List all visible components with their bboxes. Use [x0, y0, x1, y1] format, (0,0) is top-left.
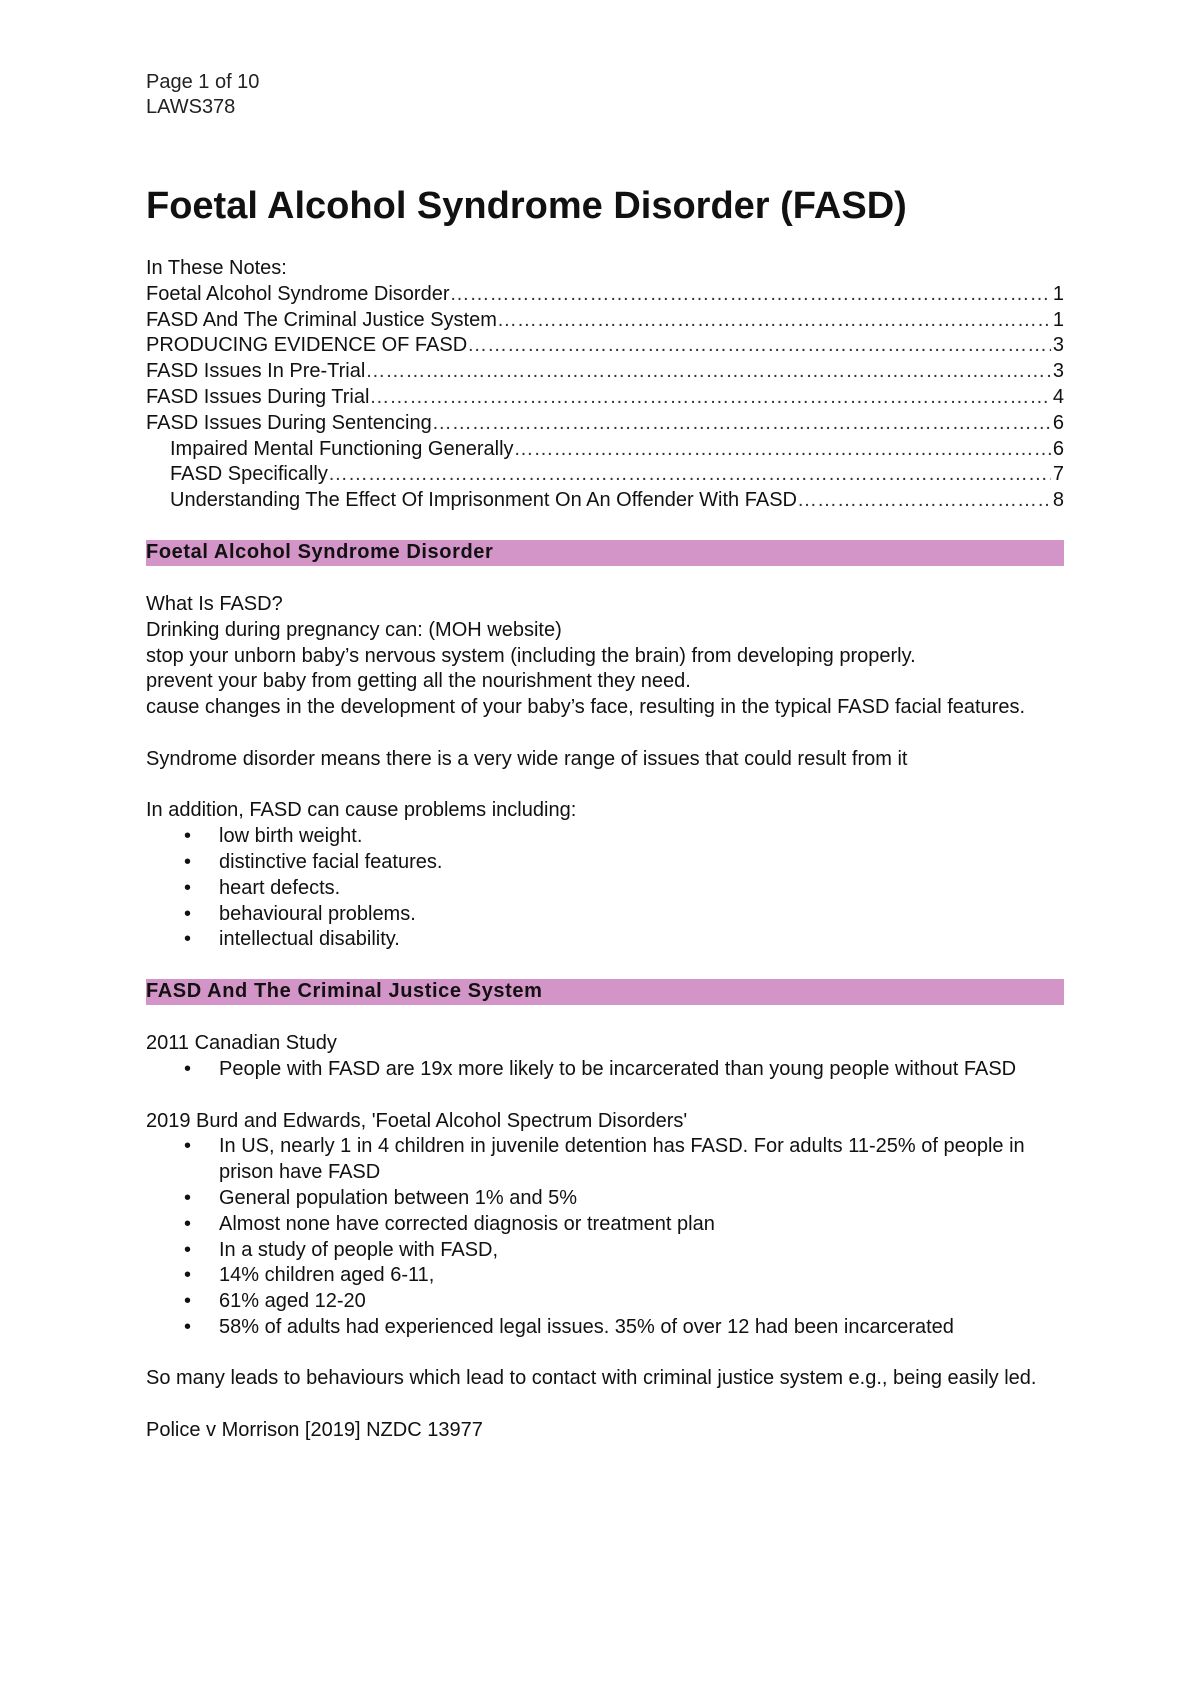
toc-subentry[interactable]	[146, 437, 1064, 463]
study-title: 2019 Burd and Edwards, 'Foetal Alcohol Spectrum Disorders'	[146, 1109, 688, 1132]
bullet-icon: •	[184, 1135, 192, 1158]
toc-subentry[interactable]	[146, 488, 1064, 514]
toc-entry[interactable]	[146, 359, 1064, 385]
bullet-icon: •	[184, 1057, 192, 1080]
list-item: • intellectual disability.	[146, 927, 1064, 953]
syndrome-note: Syndrome disorder means there is a very wide range of issues that could result from it	[146, 747, 908, 770]
toc-entry-text: FASD And The Criminal Justice System	[146, 308, 497, 331]
bullet-icon: •	[184, 1212, 192, 1235]
bullet-icon: •	[184, 825, 192, 848]
toc-entry-text: Foetal Alcohol Syndrome Disorder	[146, 282, 450, 305]
bullet-icon: •	[184, 1315, 192, 1338]
list-item: • 58% of adults had experienced legal issues. 35% of over 12 had been incarcerated	[146, 1315, 1064, 1341]
conclusion-text: So many leads to behaviours which lead to contact with criminal justice system e.g., being easily led.	[146, 1367, 1037, 1390]
toc-page-number: 1	[1052, 282, 1064, 305]
bullet-icon: •	[184, 850, 192, 873]
effect-line: cause changes in the development of your baby’s face, resulting in the typical FASD facial features.	[146, 696, 1026, 719]
list-item: • behavioural problems.	[146, 902, 1064, 928]
toc-page-number: 6	[1052, 411, 1064, 434]
case-citation: Police v Morrison [2019] NZDC 13977	[146, 1419, 483, 1442]
toc-subentry[interactable]	[146, 462, 1064, 488]
toc-entry-text: FASD Specifically	[170, 463, 328, 486]
list-item: • In a study of people with FASD,	[146, 1238, 1064, 1264]
problems-list	[146, 824, 1064, 953]
page-number: Page 1 of 10	[146, 71, 260, 93]
toc-leader	[449, 282, 1050, 308]
toc-entry[interactable]	[146, 411, 1064, 437]
bullet-icon: •	[184, 876, 192, 899]
intro-line: Drinking during pregnancy can: (MOH website)	[146, 618, 562, 641]
effect-line: stop your unborn baby’s nervous system (including the brain) from developing properly.	[146, 644, 916, 667]
effect-line: prevent your baby from getting all the nourishment they need.	[146, 670, 691, 693]
list-item: • Almost none have corrected diagnosis or treatment plan	[146, 1212, 1064, 1238]
section-heading-criminal-justice: FASD And The Criminal Justice System	[146, 979, 1064, 1005]
section-heading-fasd: Foetal Alcohol Syndrome Disorder	[146, 540, 1064, 566]
list-item: • low birth weight.	[146, 824, 1064, 850]
document-page	[146, 70, 1064, 1444]
toc-entry-text: Impaired Mental Functioning Generally	[170, 437, 514, 460]
bullet-icon: •	[184, 928, 192, 951]
toc-leader	[328, 462, 1051, 488]
toc-page-number: 4	[1052, 385, 1064, 408]
toc-entry-text: FASD Issues In Pre-Trial	[146, 360, 366, 383]
list-item: • heart defects.	[146, 876, 1064, 902]
list-item: • 14% children aged 6-11,	[146, 1263, 1064, 1289]
study1-list	[146, 1057, 1064, 1083]
toc-entry[interactable]	[146, 385, 1064, 411]
problems-intro: In addition, FASD can cause problems including:	[146, 799, 577, 822]
bullet-icon: •	[184, 1186, 192, 1209]
toc-page-number: 8	[1052, 489, 1064, 512]
toc-entry[interactable]	[146, 282, 1064, 308]
toc-entry-text: PRODUCING EVIDENCE OF FASD	[146, 334, 468, 357]
toc-leader	[369, 385, 1050, 411]
list-item: • People with FASD are 19x more likely to be incarcerated than young people without FASD	[146, 1057, 1064, 1083]
toc-leader	[797, 488, 1051, 514]
toc-entry-text: Understanding The Effect Of Imprisonment On An Offender With FASD	[170, 489, 797, 512]
toc-page-number: 3	[1052, 334, 1064, 357]
toc-label: In These Notes:	[146, 257, 287, 279]
toc-leader	[497, 308, 1051, 334]
document-title: Foetal Alcohol Syndrome Disorder (FASD)	[146, 185, 907, 227]
course-code: LAWS378	[146, 96, 236, 118]
toc-page-number: 3	[1052, 360, 1064, 383]
list-item: • General population between 1% and 5%	[146, 1186, 1064, 1212]
list-item: • distinctive facial features.	[146, 850, 1064, 876]
toc-page-number: 7	[1052, 463, 1064, 486]
bullet-icon: •	[184, 1238, 192, 1261]
toc-entry[interactable]	[146, 308, 1064, 334]
toc-leader	[467, 333, 1051, 359]
bullet-icon: •	[184, 1264, 192, 1287]
bullet-icon: •	[184, 902, 192, 925]
toc-entry[interactable]	[146, 333, 1064, 359]
question-line: What Is FASD?	[146, 592, 283, 615]
toc-leader	[365, 359, 1051, 385]
bullet-icon: •	[184, 1290, 192, 1313]
toc-entry-text: FASD Issues During Trial	[146, 385, 370, 408]
toc-page-number: 6	[1052, 437, 1064, 460]
toc-page-number: 1	[1052, 308, 1064, 331]
list-item: • In US, nearly 1 in 4 children in juvenile detention has FASD. For adults 11-25% of people in prison have FASD	[184, 1135, 1025, 1184]
table-of-contents	[146, 256, 1064, 514]
toc-entry-text: FASD Issues During Sentencing	[146, 411, 432, 434]
toc-leader	[432, 411, 1051, 437]
study-title: 2011 Canadian Study	[146, 1032, 337, 1055]
toc-leader	[514, 437, 1051, 463]
list-item: • 61% aged 12-20	[146, 1289, 1064, 1315]
study2-list	[146, 1134, 1064, 1340]
